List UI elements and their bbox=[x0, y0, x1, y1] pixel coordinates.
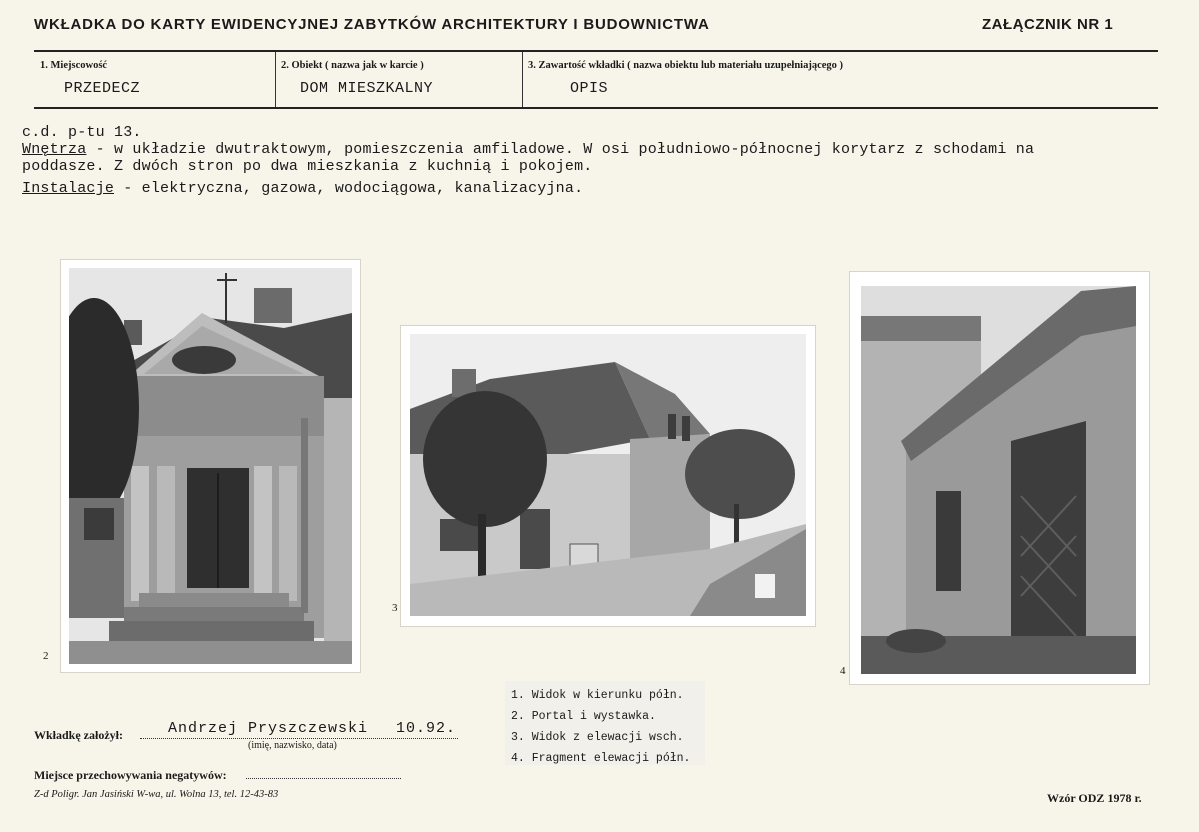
author-hint: (imię, nazwisko, data) bbox=[248, 740, 337, 751]
photo-street-number: 3 bbox=[392, 602, 398, 614]
caption-4: 4. Fragment elewacji półn. bbox=[511, 752, 691, 765]
installations-heading: Instalacje bbox=[22, 180, 115, 197]
photo-portal-number: 2 bbox=[43, 650, 49, 662]
captions-list bbox=[505, 681, 705, 769]
printer-note: Z-d Poligr. Jan Jasiński W-wa, ul. Wolna 13, tel. 12-43-83 bbox=[34, 789, 279, 800]
photo-fragment-image bbox=[861, 286, 1136, 674]
photo-fragment bbox=[850, 272, 1149, 684]
caption-2: 2. Portal i wystawka. bbox=[511, 710, 656, 723]
header-bottom-rule bbox=[34, 107, 1158, 109]
field-locality-label: 1. Miejscowość bbox=[40, 60, 108, 71]
annex-number: ZAŁĄCZNIK NR 1 bbox=[982, 16, 1114, 33]
header-top-rule bbox=[34, 50, 1158, 52]
caption-1: 1. Widok w kierunku półn. bbox=[511, 689, 684, 702]
captions-box bbox=[505, 681, 705, 765]
photo-fragment-number: 4 bbox=[840, 665, 846, 677]
interior-text-2: poddasze. Z dwóch stron po dwa mieszkania z kuchnią i pokojem. bbox=[22, 158, 593, 175]
interior-text-1: - w układzie dwutraktowym, pomieszczenia amfiladowe. W osi południowo-północnej korytarz z schodami na bbox=[86, 141, 1035, 158]
form-title: WKŁADKA DO KARTY EWIDENCYJNEJ ZABYTKÓW ARCHITEKTURY I BUDOWNICTWA bbox=[34, 16, 710, 33]
field-content-value: OPIS bbox=[570, 80, 609, 97]
photo-portal bbox=[61, 260, 360, 672]
negatives-dotted-line bbox=[246, 766, 401, 779]
author-name: Andrzej Pryszczewski bbox=[168, 720, 369, 737]
field-locality-value: PRZEDECZ bbox=[64, 80, 141, 97]
form-version: Wzór ODZ 1978 r. bbox=[1047, 791, 1142, 805]
installations-paragraph bbox=[22, 180, 1172, 197]
description-text bbox=[22, 124, 1172, 197]
caption-3: 3. Widok z elewacji wsch. bbox=[511, 731, 684, 744]
author-label: Wkładkę założył: bbox=[34, 728, 123, 742]
continuation-line: c.d. p-tu 13. bbox=[22, 124, 142, 141]
photo-street bbox=[401, 326, 815, 626]
field-object-label: 2. Obiekt ( nazwa jak w karcie ) bbox=[281, 60, 424, 71]
photo-street-image bbox=[410, 334, 806, 616]
installations-text: - elektryczna, gazowa, wodociągowa, kanalizacyjna. bbox=[114, 180, 584, 197]
photo-portal-image bbox=[69, 268, 352, 664]
field-divider-1 bbox=[275, 52, 276, 107]
author-date: 10.92. bbox=[396, 720, 457, 737]
interior-paragraph bbox=[22, 141, 1172, 158]
field-content-label: 3. Zawartość wkładki ( nazwa obiektu lub materiału uzupełniającego ) bbox=[528, 60, 844, 71]
field-object-value: DOM MIESZKALNY bbox=[300, 80, 434, 97]
negatives-label: Miejsce przechowywania negatywów: bbox=[34, 768, 227, 782]
interior-heading: Wnętrza bbox=[22, 141, 87, 158]
field-divider-2 bbox=[522, 52, 523, 107]
